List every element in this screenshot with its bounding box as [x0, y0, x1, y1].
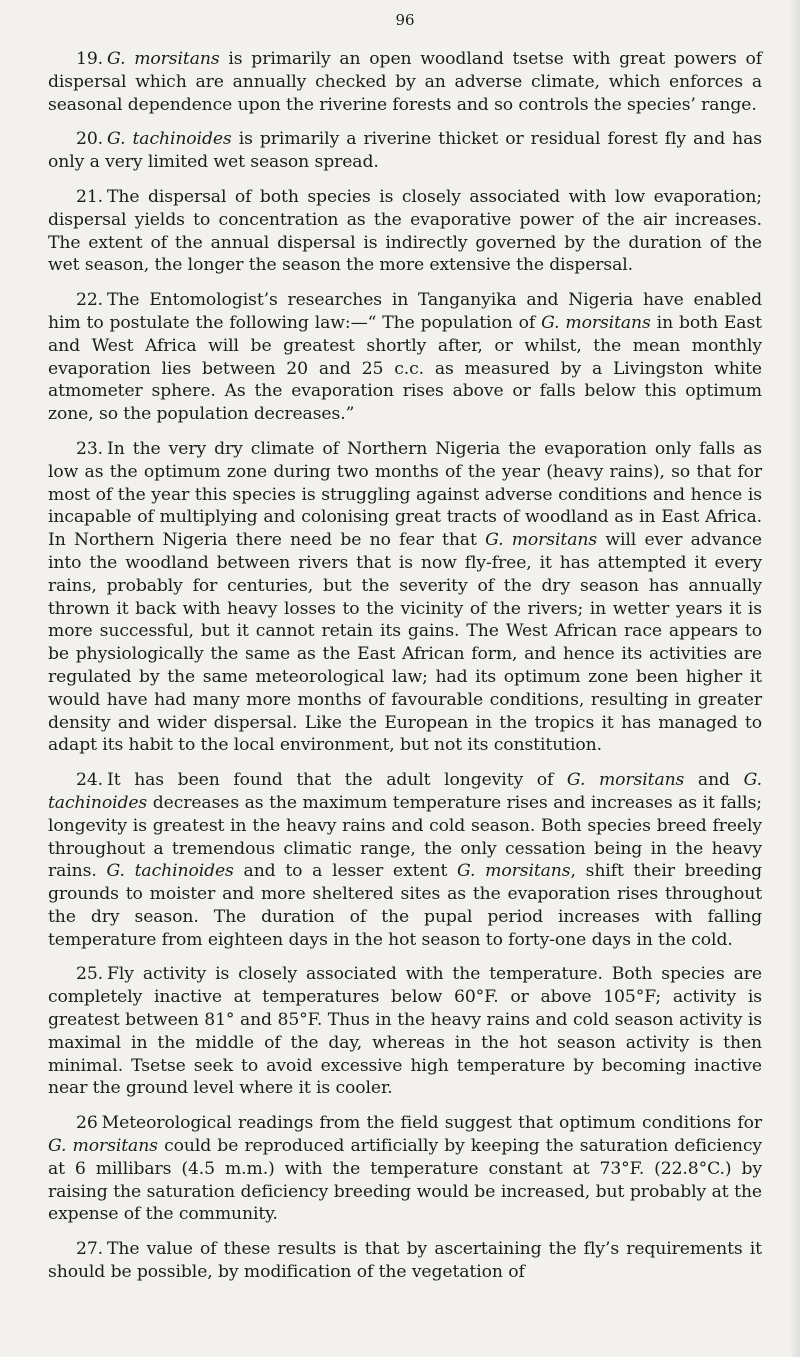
paragraph-text: decreases as the maximum temperature rises and increases as it falls; longevity is greatest in the heavy rains and cold season. Both species breed freely throughout a tremendous climatic range, the only cessation being in the heavy rains. — [48, 792, 762, 882]
paragraph — [48, 186, 762, 277]
paragraph-text: will ever advance into the woodland between rivers that is now fly-free, it has attempted it every rains, probably for centuries, but the severity of the dry season has annually thrown it back with heavy losses to the vicinity of the rivers; in wetter years it is more successful, but it cannot retain its gains. The West African race appears to be physiologically the same as the East African form, and hence its activities are regulated by the same meteorological law; had its optimum zone been higher it would have had many more months of favourable conditions, resulting in greater density and wider dispersal. Like the European in the tropics it has managed to adapt its habit to the local environment, but not its constitution. — [48, 530, 762, 756]
paragraph-text: The Entomologist’s researches in Tanganyika and Nigeria have enabled him to postulate the following law:—“ The population of — [48, 290, 762, 333]
paragraph-text: could be reproduced artificially by keeping the saturation deficiency at 6 millibars (4.5 m.m.) with the temperature constant at 73°F. (22.8°C.) by raising the saturation deficiency breeding would be increased, but probably at the expense of the community. — [48, 1136, 762, 1225]
species-name: G. tachinoides — [107, 129, 232, 150]
paragraph-number: 19. — [76, 49, 104, 69]
paragraph — [48, 1238, 762, 1284]
paragraph-number: 26 — [76, 1113, 98, 1134]
paragraph-text: Meteorological readings from the field suggest that optimum conditions for — [101, 1113, 762, 1134]
paragraph-text: The dispersal of both species is closely associated with low evaporation; dispersal yields to concentration as the evaporative power of the air increases. The extent of the annual dispersal is indirectly governed by the duration of the wet season, the longer the season the more extensive the dispersal. — [48, 186, 762, 276]
species-name: G. morsitans — [457, 861, 571, 882]
paragraph-number: 20. — [76, 129, 104, 150]
species-name: G. tachinoides — [106, 861, 234, 882]
paragraph-number: 27. — [76, 1239, 104, 1260]
species-name: G. tachinoides — [48, 770, 762, 813]
page-edge-shadow — [790, 0, 800, 1357]
paragraph — [48, 438, 762, 757]
page-number: 96 — [395, 11, 415, 29]
species-name: G. morsitans — [566, 770, 685, 791]
species-name: G. morsitans — [541, 312, 651, 333]
paragraph-text: , shift their breeding grounds to moister and more sheltered sites as the evaporation rises throughout the dry season. The duration of the pupal period increases with falling temperature from eighteen days in the hot season to forty-one days in the cold. — [48, 861, 762, 950]
paragraph-number: 25. — [76, 964, 104, 985]
paragraph-text: and — [684, 770, 744, 791]
paragraph-list — [48, 48, 762, 1284]
species-name: G. morsitans — [107, 49, 220, 69]
paragraph — [48, 963, 762, 1100]
species-name: G. morsitans — [48, 1136, 158, 1157]
paragraph — [48, 1112, 762, 1226]
paragraph — [48, 128, 762, 174]
paragraph — [48, 48, 762, 116]
paragraph-text: The value of these results is that by ascertaining the fly’s requirements it should be possible, by modification of the vegetation of — [48, 1239, 762, 1283]
paragraph-text: is primarily an open woodland tsetse with great powers of dispersal which are annually checked by an adverse climate, which enforces a seasonal dependence upon the riverine forests and so controls the species’ range. — [48, 49, 762, 115]
paragraph-text: is primarily a riverine thicket or residual forest fly and has only a very limited wet season spread. — [48, 129, 762, 173]
paragraph-number: 21. — [76, 186, 104, 207]
paragraph-text: Fly activity is closely associated with the temperature. Both species are completely inactive at temperatures below 60°F. or above 105°F; activity is greatest between 81° and 85°F. Thus in the heavy rains and cold season activity is maximal in the middle of the day, whereas in the hot season activity is then minimal. Tsetse seek to avoid excessive high temperature by becoming inactive near the ground level where it is cooler. — [48, 964, 762, 1099]
paragraph-number: 24. — [76, 770, 104, 791]
paragraph — [48, 289, 762, 426]
paragraph-number: 22. — [76, 290, 104, 311]
paragraph-text: and to a lesser extent — [233, 861, 458, 882]
paragraph-text: In the very dry climate of Northern Nigeria the evaporation only falls as low as the optimum zone during two months of the year (heavy rains), so that for most of the year this species is struggling against adverse conditions and hence is incapable of multiplying and colonising great tracts of woodland as in East Africa. In Northern Nigeria there need be no fear that — [48, 438, 762, 551]
paragraph-text: It has been found that the adult longevity of — [107, 770, 567, 791]
paragraph-number: 23. — [76, 438, 104, 459]
paragraph — [48, 769, 762, 951]
species-name: G. morsitans — [485, 530, 598, 551]
paragraph-text: in both East and West Africa will be greatest shortly after, or whilst, the mean monthly evaporation lies between 20 and 25 c.c. as measured by a Livingston white atmometer sphere. As the evaporation rises above or falls below this optimum zone, so the population decreases.” — [48, 312, 762, 425]
